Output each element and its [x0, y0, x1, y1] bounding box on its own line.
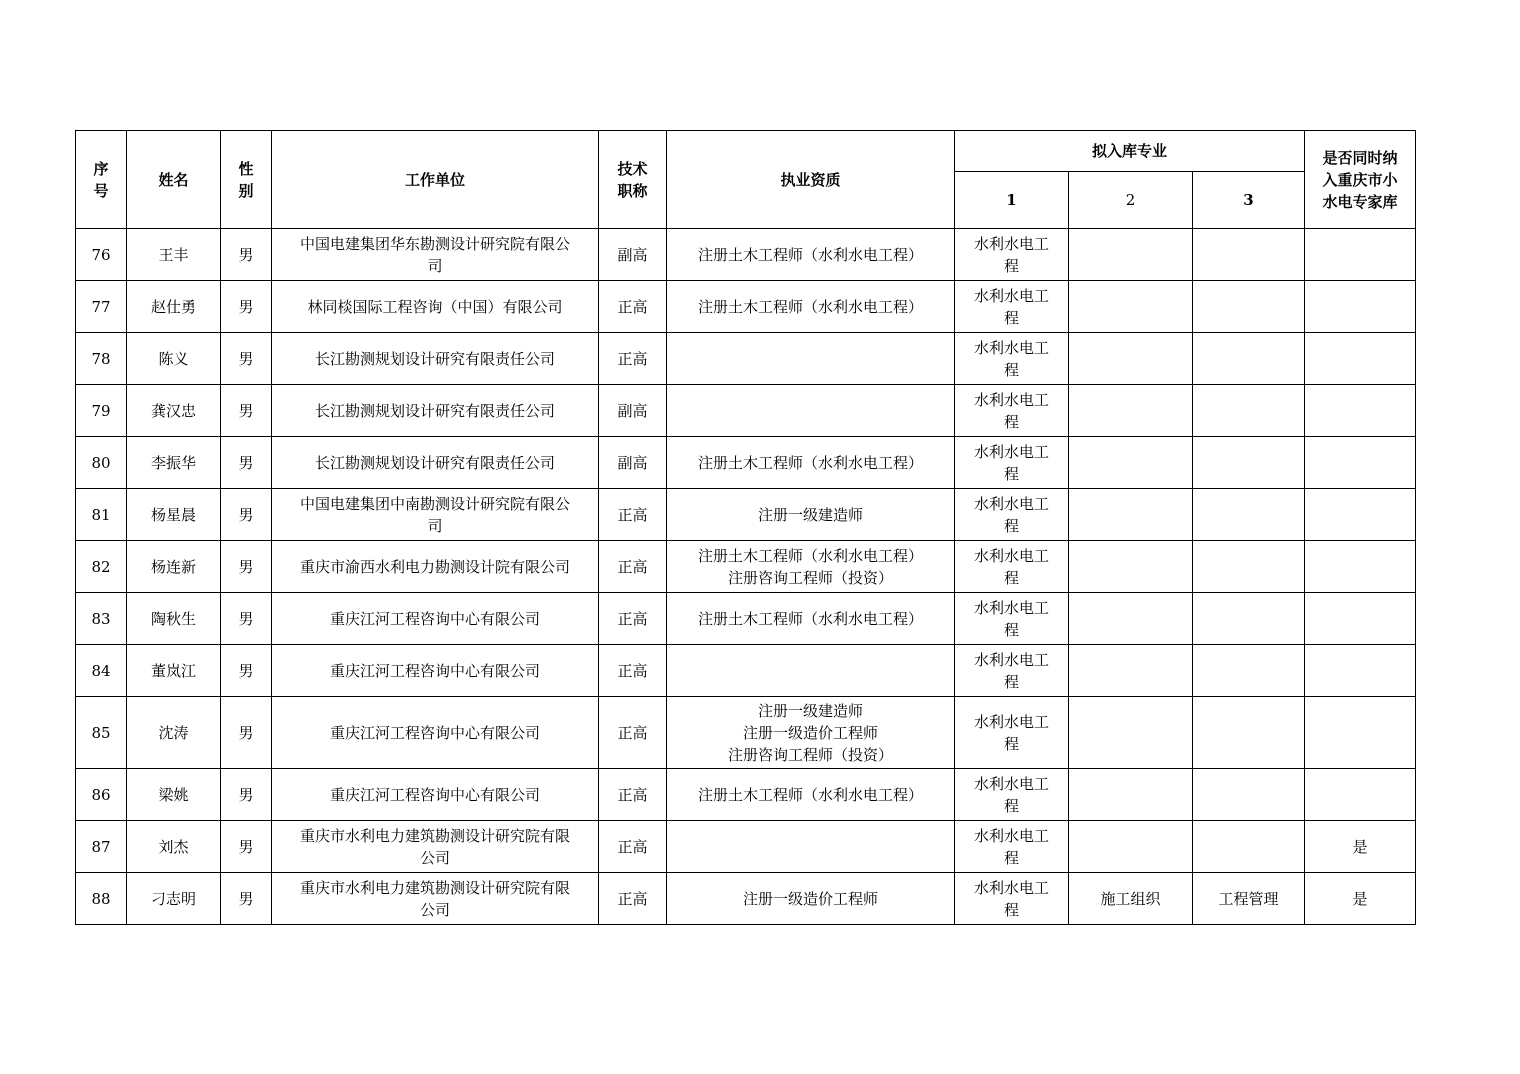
cell-major-1: 水利水电工 程	[955, 821, 1069, 873]
cell-name: 陶秋生	[127, 593, 221, 645]
cell-title: 正高	[599, 769, 667, 821]
cell-name: 赵仕勇	[127, 281, 221, 333]
cell-major-2	[1069, 489, 1193, 541]
cell-major-2	[1069, 821, 1193, 873]
header-major-2: 2	[1069, 172, 1193, 229]
cell-unit: 中国电建集团华东勘测设计研究院有限公 司	[272, 229, 599, 281]
cell-qualification	[667, 385, 955, 437]
cell-small-hydro	[1305, 489, 1416, 541]
cell-name: 陈义	[127, 333, 221, 385]
cell-qualification: 注册一级造价工程师	[667, 873, 955, 925]
cell-qualification: 注册土木工程师（水利水电工程） 注册咨询工程师（投资）	[667, 541, 955, 593]
cell-major-3	[1193, 437, 1305, 489]
cell-small-hydro: 是	[1305, 821, 1416, 873]
cell-seq: 78	[76, 333, 127, 385]
cell-major-1: 水利水电工 程	[955, 593, 1069, 645]
cell-major-3	[1193, 385, 1305, 437]
cell-unit: 林同棪国际工程咨询（中国）有限公司	[272, 281, 599, 333]
cell-qualification: 注册土木工程师（水利水电工程）	[667, 281, 955, 333]
table-row	[76, 437, 1416, 489]
cell-name: 刘杰	[127, 821, 221, 873]
cell-qualification: 注册一级建造师	[667, 489, 955, 541]
cell-small-hydro	[1305, 593, 1416, 645]
cell-seq: 84	[76, 645, 127, 697]
cell-title: 正高	[599, 821, 667, 873]
header-unit: 工作单位	[272, 131, 599, 229]
cell-major-2	[1069, 385, 1193, 437]
cell-gender: 男	[221, 873, 272, 925]
table-row	[76, 769, 1416, 821]
cell-small-hydro	[1305, 541, 1416, 593]
cell-major-2	[1069, 281, 1193, 333]
cell-unit: 重庆江河工程咨询中心有限公司	[272, 593, 599, 645]
cell-gender: 男	[221, 769, 272, 821]
cell-seq: 83	[76, 593, 127, 645]
cell-unit: 长江勘测规划设计研究有限责任公司	[272, 333, 599, 385]
cell-name: 梁姚	[127, 769, 221, 821]
cell-seq: 80	[76, 437, 127, 489]
cell-title: 正高	[599, 697, 667, 769]
table-row	[76, 541, 1416, 593]
cell-qualification	[667, 821, 955, 873]
cell-major-3	[1193, 645, 1305, 697]
cell-gender: 男	[221, 489, 272, 541]
cell-qualification: 注册土木工程师（水利水电工程）	[667, 593, 955, 645]
header-title: 技术 职称	[599, 131, 667, 229]
cell-unit: 重庆市水利电力建筑勘测设计研究院有限 公司	[272, 873, 599, 925]
cell-major-3	[1193, 697, 1305, 769]
cell-name: 龚汉忠	[127, 385, 221, 437]
cell-unit: 重庆市水利电力建筑勘测设计研究院有限 公司	[272, 821, 599, 873]
cell-unit: 重庆江河工程咨询中心有限公司	[272, 697, 599, 769]
cell-name: 刁志明	[127, 873, 221, 925]
cell-small-hydro	[1305, 769, 1416, 821]
cell-qualification: 注册土木工程师（水利水电工程）	[667, 769, 955, 821]
cell-major-3	[1193, 541, 1305, 593]
header-qualification: 执业资质	[667, 131, 955, 229]
cell-small-hydro	[1305, 281, 1416, 333]
cell-major-2	[1069, 697, 1193, 769]
cell-seq: 85	[76, 697, 127, 769]
cell-gender: 男	[221, 593, 272, 645]
cell-gender: 男	[221, 821, 272, 873]
table-body	[76, 229, 1416, 925]
cell-seq: 87	[76, 821, 127, 873]
cell-title: 正高	[599, 333, 667, 385]
cell-small-hydro	[1305, 645, 1416, 697]
cell-major-2	[1069, 437, 1193, 489]
table-row	[76, 821, 1416, 873]
cell-title: 正高	[599, 281, 667, 333]
cell-title: 正高	[599, 489, 667, 541]
cell-small-hydro	[1305, 385, 1416, 437]
cell-name: 李振华	[127, 437, 221, 489]
cell-seq: 86	[76, 769, 127, 821]
cell-title: 正高	[599, 541, 667, 593]
table-header	[76, 131, 1416, 229]
cell-major-1: 水利水电工 程	[955, 541, 1069, 593]
cell-name: 杨连新	[127, 541, 221, 593]
table-row	[76, 333, 1416, 385]
cell-major-3	[1193, 821, 1305, 873]
cell-seq: 81	[76, 489, 127, 541]
table-row	[76, 873, 1416, 925]
cell-name: 沈涛	[127, 697, 221, 769]
cell-qualification: 注册一级建造师 注册一级造价工程师 注册咨询工程师（投资）	[667, 697, 955, 769]
table-row	[76, 489, 1416, 541]
cell-gender: 男	[221, 333, 272, 385]
cell-major-2: 施工组织	[1069, 873, 1193, 925]
table-row	[76, 697, 1416, 769]
cell-small-hydro	[1305, 437, 1416, 489]
header-major-1: 1	[955, 172, 1069, 229]
cell-major-3	[1193, 229, 1305, 281]
table-row	[76, 229, 1416, 281]
cell-major-1: 水利水电工 程	[955, 645, 1069, 697]
cell-major-3: 工程管理	[1193, 873, 1305, 925]
cell-gender: 男	[221, 541, 272, 593]
cell-unit: 长江勘测规划设计研究有限责任公司	[272, 385, 599, 437]
cell-gender: 男	[221, 645, 272, 697]
cell-seq: 76	[76, 229, 127, 281]
cell-qualification	[667, 645, 955, 697]
cell-title: 正高	[599, 593, 667, 645]
cell-small-hydro: 是	[1305, 873, 1416, 925]
cell-seq: 82	[76, 541, 127, 593]
cell-small-hydro	[1305, 229, 1416, 281]
table-row	[76, 645, 1416, 697]
cell-qualification: 注册土木工程师（水利水电工程）	[667, 229, 955, 281]
cell-major-2	[1069, 333, 1193, 385]
cell-major-3	[1193, 769, 1305, 821]
header-small-hydro: 是否同时纳 入重庆市小 水电专家库	[1305, 131, 1416, 229]
cell-unit: 重庆江河工程咨询中心有限公司	[272, 645, 599, 697]
cell-major-2	[1069, 769, 1193, 821]
cell-title: 副高	[599, 229, 667, 281]
table-row	[76, 593, 1416, 645]
cell-major-2	[1069, 541, 1193, 593]
header-major-3: 3	[1193, 172, 1305, 229]
cell-major-3	[1193, 593, 1305, 645]
cell-title: 正高	[599, 645, 667, 697]
cell-major-2	[1069, 229, 1193, 281]
table-row	[76, 385, 1416, 437]
cell-unit: 长江勘测规划设计研究有限责任公司	[272, 437, 599, 489]
header-gender: 性 别	[221, 131, 272, 229]
header-major-group: 拟入库专业	[955, 131, 1305, 172]
cell-seq: 77	[76, 281, 127, 333]
cell-name: 董岚江	[127, 645, 221, 697]
cell-unit: 中国电建集团中南勘测设计研究院有限公 司	[272, 489, 599, 541]
cell-seq: 79	[76, 385, 127, 437]
cell-seq: 88	[76, 873, 127, 925]
cell-unit: 重庆江河工程咨询中心有限公司	[272, 769, 599, 821]
header-seq: 序 号	[76, 131, 127, 229]
cell-major-3	[1193, 489, 1305, 541]
cell-unit: 重庆市渝西水利电力勘测设计院有限公司	[272, 541, 599, 593]
cell-major-1: 水利水电工 程	[955, 437, 1069, 489]
cell-major-2	[1069, 593, 1193, 645]
cell-name: 王丰	[127, 229, 221, 281]
cell-qualification	[667, 333, 955, 385]
cell-gender: 男	[221, 281, 272, 333]
cell-name: 杨星晨	[127, 489, 221, 541]
cell-gender: 男	[221, 697, 272, 769]
cell-major-1: 水利水电工 程	[955, 385, 1069, 437]
cell-title: 副高	[599, 437, 667, 489]
cell-major-3	[1193, 333, 1305, 385]
cell-major-1: 水利水电工 程	[955, 873, 1069, 925]
table-row	[76, 281, 1416, 333]
cell-major-2	[1069, 645, 1193, 697]
cell-gender: 男	[221, 229, 272, 281]
cell-major-1: 水利水电工 程	[955, 281, 1069, 333]
cell-major-1: 水利水电工 程	[955, 229, 1069, 281]
cell-title: 正高	[599, 873, 667, 925]
cell-major-3	[1193, 281, 1305, 333]
cell-gender: 男	[221, 437, 272, 489]
cell-title: 副高	[599, 385, 667, 437]
cell-small-hydro	[1305, 333, 1416, 385]
cell-major-1: 水利水电工 程	[955, 333, 1069, 385]
cell-major-1: 水利水电工 程	[955, 697, 1069, 769]
cell-small-hydro	[1305, 697, 1416, 769]
expert-table	[75, 130, 1416, 925]
cell-qualification: 注册土木工程师（水利水电工程）	[667, 437, 955, 489]
header-name: 姓名	[127, 131, 221, 229]
cell-major-1: 水利水电工 程	[955, 769, 1069, 821]
cell-gender: 男	[221, 385, 272, 437]
cell-major-1: 水利水电工 程	[955, 489, 1069, 541]
